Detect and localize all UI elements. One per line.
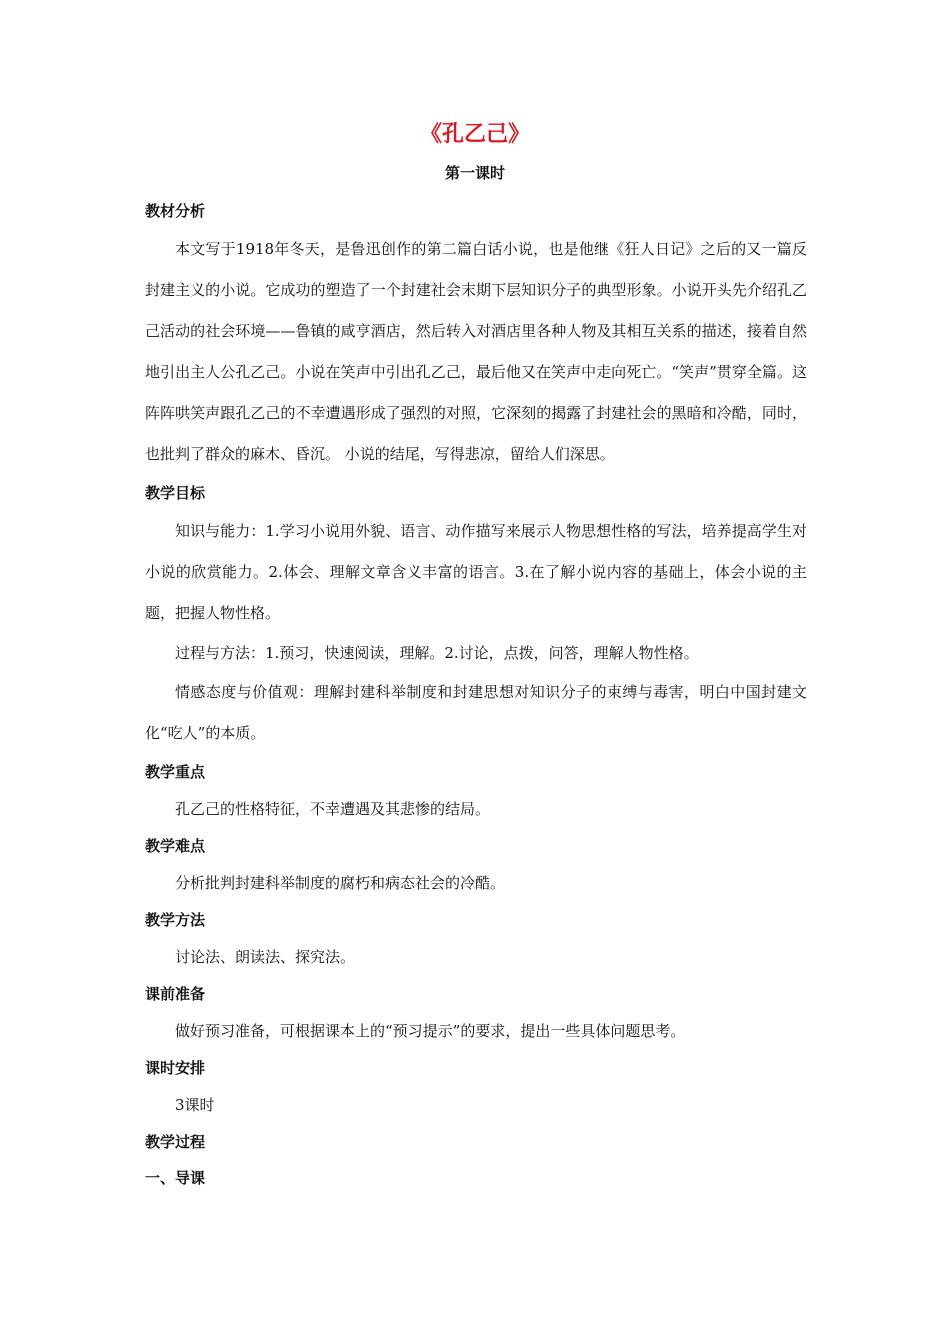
section-paragraph: 过程与方法：1.预习，快速阅读，理解。2.讨论，点拨，问答，理解人物性格。: [175, 644, 699, 662]
section-schedule: [145, 1050, 807, 1124]
section-heading: 教学难点: [145, 837, 206, 855]
section-paragraph: 做好预习准备，可根据课本上的“预习提示”的要求，提出一些具体问题思考。: [175, 1022, 686, 1040]
section-paragraph: 情感态度与价值观：理解封建科举制度和封建思想对知识分子的束缚与毒害，明白中国封建文化“吃人”的本质。: [145, 683, 807, 742]
section-heading: 课前准备: [145, 985, 206, 1003]
section-difficulties: [145, 828, 807, 902]
section-heading: 教学方法: [145, 911, 206, 929]
section-heading: 教学重点: [145, 763, 206, 781]
document-title: 《孔乙己》: [419, 122, 530, 147]
section-preparation: [145, 976, 807, 1050]
section-introduction: [145, 1160, 807, 1196]
section-paragraph: 讨论法、朗读法、探究法。: [175, 948, 356, 966]
section-heading: 课时安排: [145, 1059, 206, 1077]
section-key-points: [145, 754, 807, 828]
section-paragraph: 本文写于1918年冬天，是鲁迅创作的第二篇白话小说，也是他继《狂人日记》之后的又一篇反封建主义的小说。它成功的塑造了一个封建社会末期下层知识分子的典型形象。小说开头先介绍孔乙己活动的社会环境——鲁镇的咸亨酒店，然后转入对酒店里各种人物及其相互关系的描述，接着自然地引出主人公孔乙己。小说在笑声中引出孔乙己，最后他又在笑声中走向死亡。“笑声”贯穿全篇。这阵阵哄笑声跟孔乙己的不幸遭遇形成了强烈的对照，它深刻的揭露了封建社会的黑暗和冷酷，同时，也批判了群众的麻木、昏沉。 小说的结尾，写得悲凉，留给人们深思。: [145, 240, 807, 463]
section-teaching-goals: [145, 475, 807, 754]
section-process: [145, 1124, 807, 1160]
document-body: [145, 193, 807, 1196]
section-paragraph: 分析批判封建科举制度的腐朽和病态社会的冷酷。: [175, 874, 506, 892]
section-paragraph: 知识与能力：1.学习小说用外貌、语言、动作描写来展示人物思想性格的写法，培养提高学生对小说的欣赏能力。2.体会、理解文章含义丰富的语言。3.在了解小说内容的基础上，体会小说的主题，把握人物性格。: [145, 522, 807, 622]
section-methods: [145, 902, 807, 976]
section-paragraph: 孔乙己的性格特征，不幸遭遇及其悲惨的结局。: [175, 800, 491, 818]
lesson-subtitle: 第一课时: [444, 164, 505, 182]
section-heading: 教学目标: [145, 484, 206, 502]
section-material-analysis: [145, 193, 807, 475]
section-heading: 教学过程: [145, 1133, 206, 1151]
section-heading: 教材分析: [145, 202, 206, 220]
section-heading: 一、导课: [145, 1169, 206, 1187]
section-paragraph: 3课时: [175, 1096, 215, 1114]
